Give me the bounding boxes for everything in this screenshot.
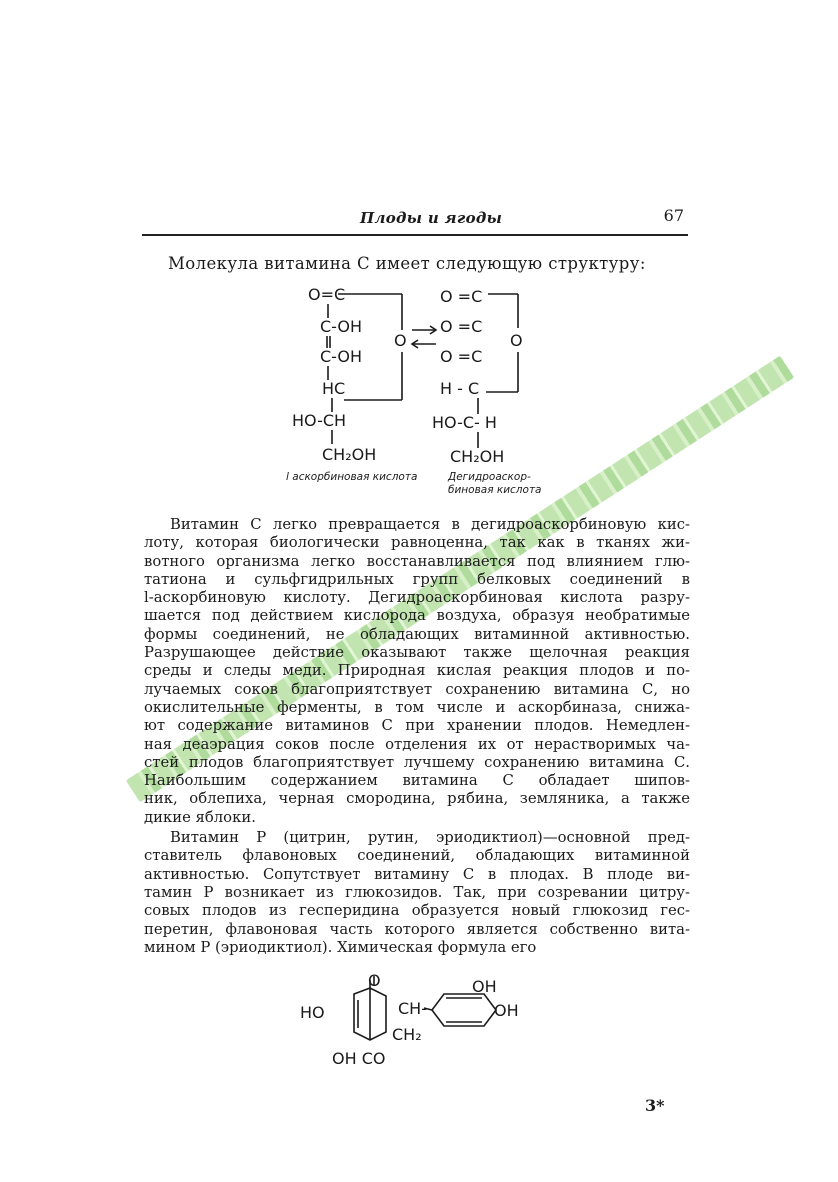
p1-line: l-аскорбиновую кислоту. Дегидроаскорбиновая кислота разру- xyxy=(144,589,690,607)
vc-left-row-6: CH₂OH xyxy=(322,445,377,464)
p1-line: Наибольшим содержанием витамина С обладает шипов- xyxy=(144,772,690,790)
running-title: Плоды и ягоды xyxy=(360,209,503,227)
vc-right-row-3: O =C xyxy=(440,347,483,366)
p1-line: ют содержание витаминов С при хранении плодов. Немедлен- xyxy=(144,717,690,735)
p2-line: совых плодов из гесперидина образуется новый глюкозид гес- xyxy=(144,902,690,920)
vp-ho-left: HO xyxy=(300,1003,325,1022)
p1-line: окислительные ферменты, в том числе и аскорбиназа, снижа- xyxy=(144,698,690,716)
paragraph-2 xyxy=(144,829,690,957)
vc-right-row-2: O =C xyxy=(440,317,483,336)
p1-line: дикие яблоки. xyxy=(144,808,256,826)
p1-line: Разрушающее действие оказывают также щелочная реакция xyxy=(144,644,690,662)
p2-line: ставитель флавоновых соединений, обладающих витаминной xyxy=(144,847,690,865)
p2-line: мином Р (эриодиктиол). Химическая формула его xyxy=(144,938,537,956)
intro-line: Молекула витамина С имеет следующую структуру: xyxy=(168,254,646,273)
vp-oh-top: OH xyxy=(472,977,497,996)
p1-line: стей плодов благоприятствует лучшему сохранению витамина С. xyxy=(144,753,690,771)
vitamin-p-structure xyxy=(296,972,536,1072)
p1-line: Витамин С легко превращается в дегидроаскорбиновую кис- xyxy=(170,516,690,533)
body-text xyxy=(144,516,690,957)
vc-ring-o-left: O xyxy=(394,331,407,350)
vc-left-row-4: HC xyxy=(322,379,346,398)
vitamin-c-structure-svg xyxy=(270,282,570,502)
p2-line: Витамин Р (цитрин, рутин, эриодиктиол)—основной пред- xyxy=(170,829,690,847)
vc-right-row-5: HO-C- H xyxy=(432,413,497,432)
p1-line: татиона и сульфгидрильных групп белковых соединений в xyxy=(144,570,690,588)
paragraph-1 xyxy=(144,516,690,827)
p2-line: активностью. Сопутствует витамину С в плодах. В плоде ви- xyxy=(144,865,690,883)
vp-ch-link: CH- xyxy=(398,999,427,1018)
vitamin-c-structure xyxy=(270,282,570,502)
vc-left-row-2: C-OH xyxy=(320,317,363,336)
p1-line: формы соединений, не обладающих витаминной активностью. xyxy=(144,625,690,643)
vp-ch2: CH₂ xyxy=(392,1025,422,1044)
p1-line: лоту, которая биологически равноценна, так как в тканях жи- xyxy=(144,534,690,552)
vc-left-row-1: O=C xyxy=(308,285,346,304)
p1-line: шается под действием кислорода воздуха, образуя необратимые xyxy=(144,607,690,625)
vc-left-row-5: HO-CH xyxy=(292,411,347,430)
page-number: 67 xyxy=(663,206,684,225)
p1-line: лучаемых соков благоприятствует сохранению витамина С, но xyxy=(144,680,690,698)
running-header xyxy=(142,204,688,236)
vc-right-row-6: CH₂OH xyxy=(450,447,505,466)
p1-line: ная деаэрация соков после отделения их от нерастворимых ча- xyxy=(144,735,690,753)
p1-line: ник, облепиха, черная смородина, рябина, земляника, а также xyxy=(144,790,690,808)
vitamin-p-structure-svg xyxy=(296,972,536,1072)
vc-left-row-3: C-OH xyxy=(320,347,363,366)
vc-caption-right-2: биновая кислота xyxy=(448,484,542,496)
p1-line: среды и следы меди. Природная кислая реакция плодов и по- xyxy=(144,662,690,680)
signature-mark: 3* xyxy=(645,1096,665,1115)
p1-line: вотного организма легко восстанавливается под влиянием глю- xyxy=(144,552,690,570)
vc-caption-left: l аскорбиновая кислота xyxy=(286,471,418,483)
vc-caption-right-1: Дегидроаскор- xyxy=(448,471,531,483)
vc-right-row-4: H - C xyxy=(440,379,480,398)
vc-ring-o-right: O xyxy=(510,331,523,350)
vp-top-o: O xyxy=(368,972,381,990)
p2-line: перетин, флавоновая часть которого является собственно вита- xyxy=(144,920,690,938)
vp-oh-right: OH xyxy=(494,1001,519,1020)
vp-bottom: OH CO xyxy=(332,1049,386,1068)
vc-right-row-1: O =C xyxy=(440,287,483,306)
p2-line: тамин Р возникает из глюкозидов. Так, при созревании цитру- xyxy=(144,883,690,901)
